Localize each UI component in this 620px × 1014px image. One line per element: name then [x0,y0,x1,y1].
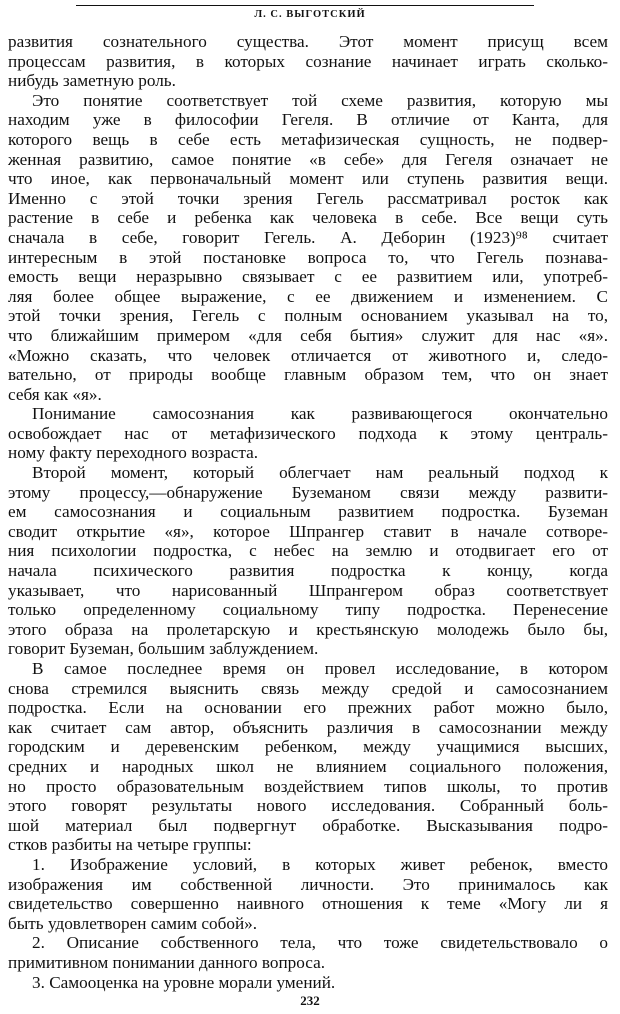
text-line: растение в себе и ребенка как человека в себе. Все вещи суть [8,208,608,228]
text-line: как считает сам автор, объяснить различия в самосознании между [8,717,608,737]
text-line: говорит Буземан, большим заблуждением. [8,639,319,659]
text-line: примитивном понимании данного вопроса. [8,952,326,972]
text-line: свидетельство совершенно наивного отношения к теме «Могу ли я [8,894,608,914]
text-line: развития сознательного существа. Этот момент присущ всем [8,32,608,51]
text-line: В самое последнее время он провел исследование, в котором [32,659,608,678]
text-line: изображения им собственной личности. Это принималось как [8,874,608,894]
text-line: вательно, от природы вообще главным образом тем, что он знает [8,365,608,385]
text-line: что иное, как первоначальный момент или ступень развития вещи. [8,169,608,189]
text-line: Понимание самосознания как развивающегося окончательно [32,404,608,424]
text-line: процессам развития, в которых сознание начинает играть сколько- [8,51,608,71]
text-line: женная развитию, самое понятие «в себе» для Гегеля означает не [8,149,608,169]
text-line: ляя более общее выражение, с ее движением и изменением. С [8,286,608,306]
text-line: этой точки зрения, Гегель с полным основанием указывал на то, [8,306,608,326]
text-line: средних и народных школ не влиянием социального положения, [8,756,608,776]
running-head: Л. С. ВЫГОТСКИЙ [254,9,366,20]
text-line: интересным в этой постановке вопроса то, что Гегель познава- [8,247,608,267]
text-line: этого говорят результаты нового исследования. Собранный боль- [8,796,608,816]
text-line: подростка. Если на основании его прежних работ можно было, [8,698,608,718]
text-line: ному факту переходного возраста. [8,443,259,463]
text-line: «Можно сказать, что человек отличается от животного и, следо- [8,345,608,365]
text-line: Второй момент, который облегчает нам реальный подход к [32,463,608,483]
text-line: что ближайшим примером «для себя бытия» служит для нас «я». [8,325,608,345]
text-line: сначала в себе, говорит Гегель. А. Деборин (1923)⁹⁸ считает [8,227,608,247]
text-line: освобождает нас от метафизического подхода к этому централь- [8,423,608,443]
text-line: ния психологии подростка, с небес на землю и отодвигает его от [8,541,608,561]
text-line: 2. Описание собственного тела, что тоже свидетельствовало о [32,933,608,953]
header-rule [76,5,534,6]
text-line: но просто образовательным воздействием типов школы, то против [8,776,608,796]
text-line: городским и деревенским ребенком, между учащимися высших, [8,737,608,757]
text-line: которого вещь в себе есть метафизическая сущность, не подвер- [8,129,608,149]
body-text [8,32,608,992]
text-line: снова стремился выяснить связь между средой и самосознанием [8,678,608,698]
text-line: 1. Изображение условий, в которых живет ребенок, вместо [32,854,608,874]
text-line: быть удовлетворен самим собой». [8,913,258,933]
text-line: сводит открытие «я», которое Шпрангер ставит в начале сотворе- [8,521,608,541]
text-line: нибудь заметную роль. [8,71,176,91]
text-line: находим уже в философии Гегеля. В отличие от Канта, для [8,110,608,130]
text-line: 3. Самооценка на уровне морали умений. [32,972,336,992]
text-line: этому процессу,—обнаружение Буземаном связи между развити- [8,482,608,502]
text-line: Именно с этой точки зрения Гегель рассматривал росток как [8,188,608,208]
text-line: емость вещи неразрывно связывает с ее развитием или, употреб- [8,267,608,287]
text-line: Это понятие соответствует той схеме развития, которую мы [32,90,608,110]
text-line: начала психического развития подростка к концу, когда [8,561,608,581]
text-line: указывает, что нарисованный Шпрангером образ соответствует [8,580,608,600]
page-number: 232 [300,993,320,1008]
text-line: ем самосознания и социальным развитием подростка. Буземан [8,502,608,522]
text-line: стков разбиты на четыре группы: [8,835,252,855]
text-line: шой материал был подвергнут обработке. Высказывания подро- [8,815,608,835]
text-line: этого образа на пролетарскую и крестьянскую молодежь было бы, [8,619,608,639]
text-line: себя как «я». [8,384,102,404]
text-line: только определенному социальному типу подростка. Перенесение [8,600,608,620]
